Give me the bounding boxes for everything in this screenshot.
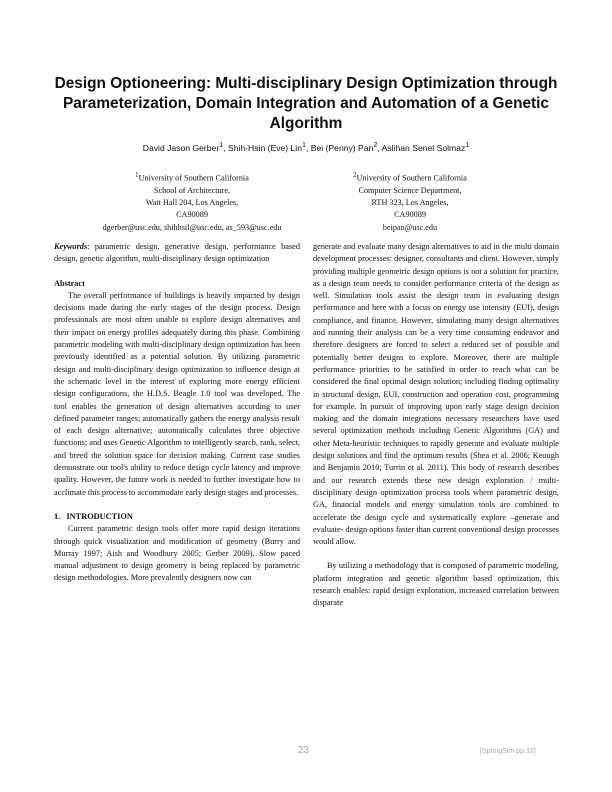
author: Shih-Hsin (Eve) Lin$^1$, bbox=[227, 141, 311, 153]
conference-tag: [SpringSim pp.32] bbox=[480, 748, 536, 755]
intro-paragraph-2: By utilizing a methodology that is composed of parametric modeling, platform integration and genetic algorithm based optimization, this research enables: rapid design exploration, increased correlation between disparate bbox=[313, 561, 559, 608]
paper-title: Design Optioneering: Multi-disciplinary Design Optimization through Parameterization, Domain Integration and Automation of a Genetic Algorithm bbox=[54, 75, 558, 132]
author: Aslihan Senel Solmaz$^1$ bbox=[381, 141, 470, 153]
keywords: Keywords: parametric design, generative design, performance based design, genetic algorithm, multi-disciplinary design optimization bbox=[54, 242, 300, 264]
intro-paragraph-1: Current parametric design tools offer more rapid design iterations through quick visualization and modification of geometry (Burry and Murray 1997; Aish and Woodbury 2005; Gerber 2009). Slow paced manual adjustment to design geometry is being replaced by parametric design methodologies. More prevalently designers now can bbox=[54, 524, 300, 583]
section-heading-introduction: 1. INTRODUCTION bbox=[54, 511, 133, 521]
left-column bbox=[54, 241, 300, 585]
intro-paragraph-1-continued: generate and evaluate many design alternatives to aid in the multi domain development processes: designer, consultants and client. However, simply providing multiple geometric design options is not a solution for practice, as a design team needs to consider performance criteria of the design as well. Simulation tools assist the design team in evaluating design performance and here with a focus on energy use intensity (EUI), design compliance, and finance. However, simulating many design alternatives and running their analysis can be a very time consuming endeavor and therefore designers are forced to select a reduced set of possible and potentially better designs to explore. Moreover, there are multiple performance priorities to be satisfied in order to reach what can be considered the final optimal design solution; including finding optimality in structural design, EUI, construction and operation cost, programming for example. In pursuit of improving upon early stage design decision making and the domain integrations necessary researchers have used several optimization methods including Genetic Algorithms (GA) and other Meta-heuristic techniques to rapidly generate and evaluate multiple design solutions and find the optimum results (Shea et al. 2006; Keough and Benjamin 2010; Turrin et al. 2011). This body of research describes and our research extends these new design exploration / multi-disciplinary design optimization process tools where parametric design, GA, financial models and energy simulation tools are combined to accelerate the design cycle and systematically explore –generate and evaluate- design options faster than current conventional design processes would allow. bbox=[313, 242, 559, 547]
abstract-text: The overall performance of buildings is heavily impacted by design decisions made during the early stages of the design process. Design professionals are most often unable to explore design alternatives and their impact on energy profiles adequately during this phase. Combining parametric modeling with multi-disciplinary design optimization has been previously identified as a potential solution. By utilizing parametric design and multi-disciplinary design optimization to influence design at the schematic level in the interest of exploring more energy efficient design configurations, the H.D.S. Beagle 1.0 tool was developed. The tool enables the generation of design alternatives according to user defined parameter ranges; automatically gathers the energy analysis result of each design alternative; automatically calculates three objective functions; and uses Genetic Algorithm to intelligently search, rank, select, and breed the solution space for decision making. Current case studies demonstrate our tool's ability to reduce design cycle latency and improve quality. However, the future work is needed to further investigate how to acclimate this process to accommodate early design stages and processes. bbox=[54, 290, 300, 497]
affiliation-2: $^2$University of Southern California Computer Science Department, RTH 323, Los Angeles, CA90089 beipan@usc.edu bbox=[353, 172, 467, 232]
author-list bbox=[40, 141, 572, 153]
abstract-heading: Abstract bbox=[54, 278, 85, 288]
author: David Jason Gerber$^1$, bbox=[142, 141, 228, 153]
author: Bei (Penny) Pan$^2$, bbox=[310, 141, 382, 153]
affiliation-1: $^1$University of Southern California School of Architecture, Watt Hall 204, Los Angeles, CA90089 dgerber@usc.edu, shihhsil@usc.edu, as_593@usc.edu bbox=[102, 172, 282, 232]
right-column bbox=[313, 241, 559, 610]
page-number: 23 bbox=[298, 745, 310, 756]
